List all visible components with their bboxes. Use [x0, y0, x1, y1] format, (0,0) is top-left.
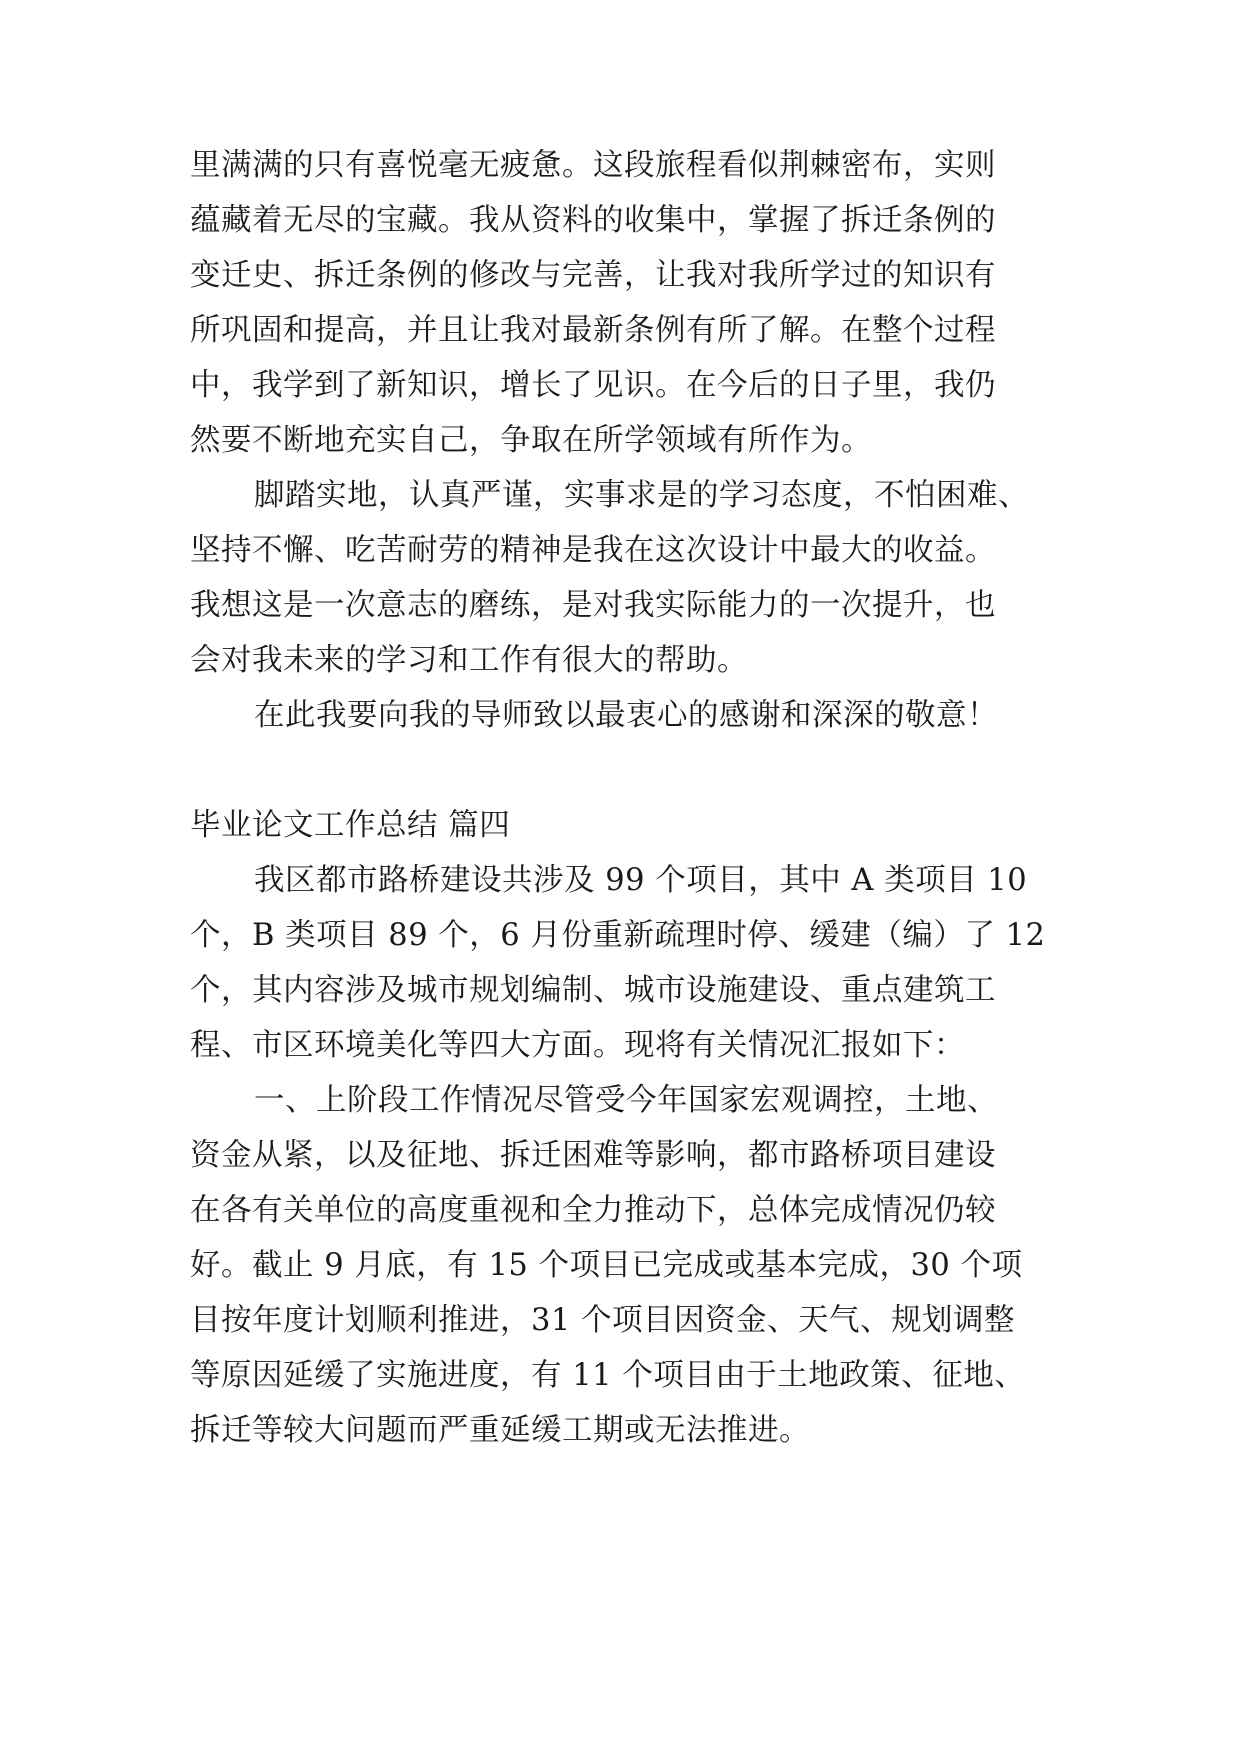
paragraph-1-line-6: 然要不断地充实自己，争取在所学领域有所作为。: [190, 423, 872, 458]
paragraph-5-line-4: 好。截止 9 月底，有 15 个项目已完成或基本完成，30 个项: [190, 1248, 1023, 1283]
paragraph-4-line-3: 个，其内容涉及城市规划编制、城市设施建设、重点建筑工: [190, 973, 996, 1008]
paragraph-3-line-1: 在此我要向我的导师致以最衷心的感谢和深深的敬意！: [254, 698, 998, 733]
paragraph-4-line-4: 程、市区环境美化等四大方面。现将有关情况汇报如下：: [190, 1028, 965, 1063]
paragraph-5-line-3: 在各有关单位的高度重视和全力推动下，总体完成情况仍较: [190, 1193, 996, 1228]
paragraph-5-line-7: 拆迁等较大问题而严重延缓工期或无法推进。: [190, 1413, 810, 1448]
paragraph-5-line-6: 等原因延缓了实施进度，有 11 个项目由于土地政策、征地、: [190, 1358, 1026, 1393]
paragraph-5-line-1: 一、上阶段工作情况尽管受今年国家宏观调控，土地、: [254, 1083, 998, 1118]
paragraph-2-line-1: 脚踏实地，认真严谨，实事求是的学习态度，不怕困难、: [254, 478, 1029, 513]
paragraph-4-line-1: 我区都市路桥建设共涉及 99 个项目，其中 A 类项目 10: [254, 863, 1028, 898]
paragraph-1-line-2: 蕴藏着无尽的宝藏。我从资料的收集中，掌握了拆迁条例的: [190, 203, 996, 238]
paragraph-1-line-4: 所巩固和提高，并且让我对最新条例有所了解。在整个过程: [190, 313, 996, 348]
paragraph-1-line-5: 中，我学到了新知识，增长了见识。在今后的日子里，我仍: [190, 368, 996, 403]
paragraph-2-line-4: 会对我未来的学习和工作有很大的帮助。: [190, 643, 748, 678]
paragraph-2-line-2: 坚持不懈、吃苦耐劳的精神是我在这次设计中最大的收益。: [190, 533, 996, 568]
paragraph-4-line-2: 个，B 类项目 89 个，6 月份重新疏理时停、缓建（编）了 12: [190, 918, 1046, 953]
paragraph-1-line-1: 里满满的只有喜悦毫无疲惫。这段旅程看似荆棘密布，实则: [190, 148, 996, 183]
paragraph-1-line-3: 变迁史、拆迁条例的修改与完善，让我对我所学过的知识有: [190, 258, 996, 293]
paragraph-5-line-2: 资金从紧，以及征地、拆迁困难等影响，都市路桥项目建设: [190, 1138, 996, 1173]
section-heading: 毕业论文工作总结 篇四: [190, 808, 511, 843]
paragraph-2-line-3: 我想这是一次意志的磨练，是对我实际能力的一次提升，也: [190, 588, 996, 623]
paragraph-5-line-5: 目按年度计划顺利推进，31 个项目因资金、天气、规划调整: [190, 1303, 1016, 1338]
